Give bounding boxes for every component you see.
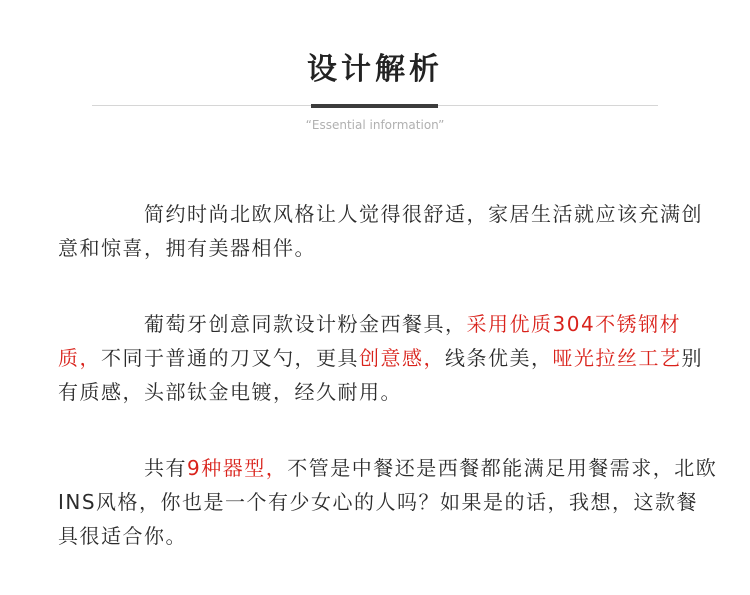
highlight-text: 采用优质304不锈钢材质， <box>58 312 682 370</box>
description-body <box>58 197 718 595</box>
highlight-text: 创意感， <box>359 346 445 370</box>
highlight-text: 9种器型， <box>187 456 288 480</box>
paragraph-material <box>58 307 718 409</box>
body-text: 葡萄牙创意同款设计粉金西餐具， <box>144 312 467 336</box>
page-title: 设计解析 <box>307 52 443 87</box>
paragraph-intro <box>58 197 718 265</box>
page-subtitle: “Essential information” <box>305 118 445 132</box>
body-text: 不管是中餐还是西餐都能满足用餐需求，北欧INS风格，你也是一个有少女心的人吗？如果是的话，我想，这款餐具很适合你。 <box>58 456 718 548</box>
body-text: 线条优美， <box>445 346 553 370</box>
title-underline <box>311 104 438 108</box>
body-text: 简约时尚北欧风格让人觉得很舒适，家居生活就应该充满创意和惊喜，拥有美器相伴。 <box>58 202 703 260</box>
paragraph-types <box>58 451 718 553</box>
body-text: 共有 <box>144 456 187 480</box>
section-header <box>0 0 750 140</box>
highlight-text: 哑光拉丝工艺 <box>552 346 682 370</box>
body-text: 别有质感，头部钛金电镀，经久耐用。 <box>58 346 703 404</box>
body-text: 不同于普通的刀叉勺，更具 <box>101 346 359 370</box>
